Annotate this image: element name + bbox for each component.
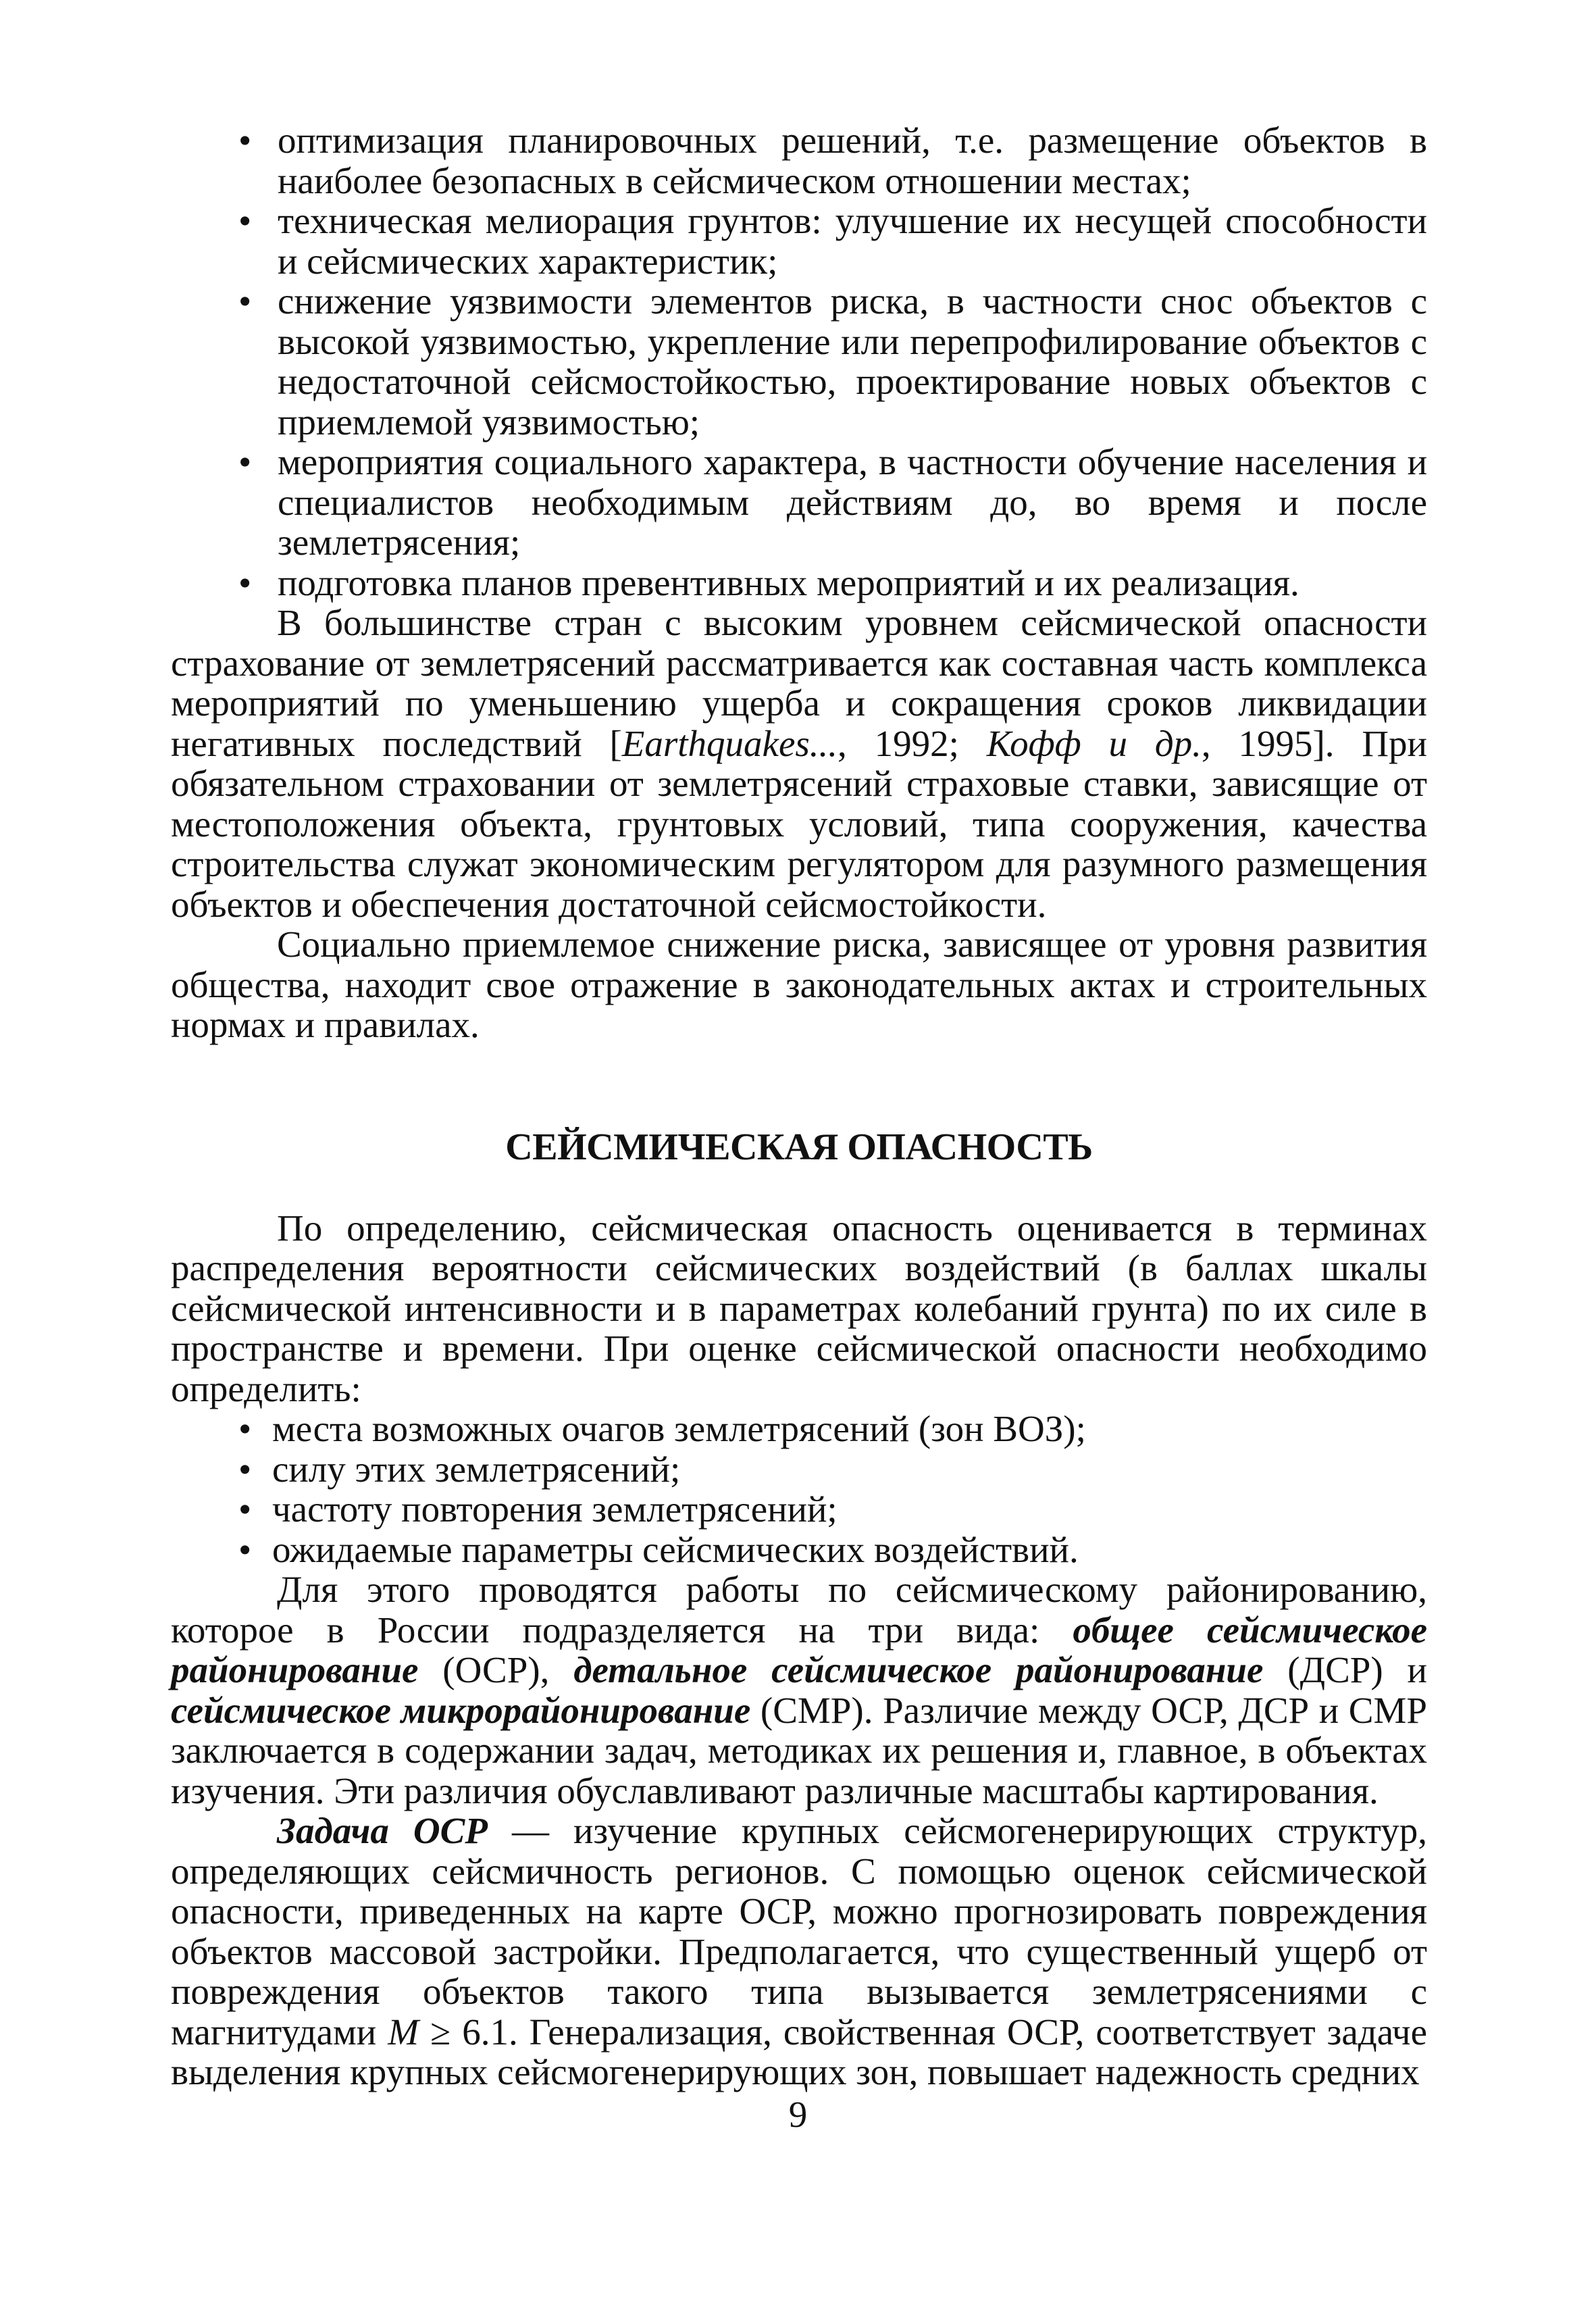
list-item-text: частоту повторения землетрясений; (272, 1488, 838, 1530)
page-number: 9 (788, 2094, 808, 2135)
citation-reference: Earthquakes... (621, 722, 838, 764)
citation-reference: Кофф и др. (986, 722, 1202, 764)
bullet-icon: • (238, 200, 252, 241)
zoning-paragraph: Для этого проводятся работы по сейсмическому районированию, которое в России подразделяется на три вида: общее сейсмическое районирование (ОСР), детальное сейсмическое районирование (ДСР) и сейсмическое микрорайонирование (СМР). Различие между ОСР, ДСР и СМР заключается в содержании задач, методиках их решения и, главное, в объектах изучения. Эти различия обуславливают различные масштабы картирования. (171, 1569, 1427, 1811)
term-emphasis: детальное сейсмическое районирование (573, 1649, 1264, 1690)
list-item (171, 120, 1427, 201)
define-bullet-list (171, 1409, 1427, 1569)
magnitude-variable: M (388, 2011, 419, 2053)
list-item (171, 1489, 1427, 1530)
list-item (171, 1409, 1427, 1449)
list-item-text: подготовка планов превентивных мероприятий и их реализация. (278, 561, 1299, 603)
bullet-icon: • (238, 441, 252, 482)
term-emphasis: Задача ОСР (277, 1810, 488, 1851)
list-item (171, 281, 1427, 442)
insurance-paragraph: В большинстве стран с высоким уровнем сейсмической опасности страхование от землетрясений рассматривается как составная часть комплекса мероприятий по уменьшению ущерба и сокращения сроков ликвидации негативных последствий [Earthquakes..., 1992; Кофф и др., 1995]. При обязательном страховании от землетрясений страховые ставки, зависящие от местоположения объекта, грунтовых условий, типа сооружения, качества строительства служат экономическим регулятором для разумного размещения объектов и обеспечения достаточной сейсмостойкости. (171, 602, 1427, 925)
bullet-icon: • (238, 120, 252, 161)
bullet-icon: • (238, 1408, 252, 1449)
list-item-text: места возможных очагов землетрясений (зон ВОЗ); (272, 1408, 1086, 1449)
list-item-text: техническая мелиорация грунтов: улучшение их несущей способности и сейсмических характеристик; (278, 200, 1427, 282)
list-item-text: силу этих землетрясений; (272, 1448, 681, 1490)
list-item-text: ожидаемые параметры сейсмических воздействий. (272, 1528, 1079, 1570)
bullet-icon: • (238, 1488, 252, 1530)
definition-paragraph: По определению, сейсмическая опасность оценивается в терминах распределения вероятности сейсмических воздействий (в баллах шкалы сейсмической интенсивности и в параметрах колебаний грунта) по их силе в пространстве и времени. При оценке сейсмической опасности необходимо определить: (171, 1207, 1427, 1409)
list-item-text: снижение уязвимости элементов риска, в частности снос объектов с высокой уязвимостью, укрепление или перепрофилирование объектов с недостаточной сейсмостойкостью, проектирование новых объектов с приемлемой уязвимостью; (278, 280, 1427, 443)
section-title: СЕЙСМИЧЕСКАЯ ОПАСНОСТЬ (505, 1126, 1093, 1168)
list-item-text: мероприятия социального характера, в частности обучение населения и специалистов необходимым действиям до, во время и после землетрясения; (278, 441, 1427, 563)
page-content (171, 120, 1427, 2092)
term-emphasis: сейсмическое микрорайонирование (171, 1689, 751, 1731)
list-item (171, 1530, 1427, 1570)
bullet-icon: • (238, 1448, 252, 1490)
bullet-icon: • (238, 561, 252, 603)
intro-bullet-list (171, 120, 1427, 603)
term-emphasis: общее сейсмическое районирование (171, 1609, 1427, 1690)
bullet-icon: • (238, 280, 252, 322)
list-item-text: оптимизация планировочных решений, т.е. размещение объектов в наиболее безопасных в сейсмическом отношении местах; (278, 120, 1427, 201)
list-item (171, 1449, 1427, 1490)
bullet-icon: • (238, 1528, 252, 1570)
social-paragraph: Социально приемлемое снижение риска, зависящее от уровня развития общества, находит свое отражение в законодательных актах и строительных нормах и правилах. (171, 924, 1427, 1045)
list-item (171, 563, 1427, 603)
list-item (171, 201, 1427, 281)
task-paragraph: Задача ОСР — изучение крупных сейсмогенерирующих структур, определяющих сейсмичность регионов. С помощью оценок сейсмической опасности, приведенных на карте ОСР, можно прогнозировать повреждения объектов массовой застройки. Предполагается, что существенный ущерб от повреждения объектов такого типа вызывается землетрясениями с магнитудами M ≥ 6.1. Генерализация, свойственная ОСР, соответствует задаче выделения крупных сейсмогенерирующих зон, повышает надежность средних (171, 1810, 1427, 2092)
list-item (171, 442, 1427, 563)
